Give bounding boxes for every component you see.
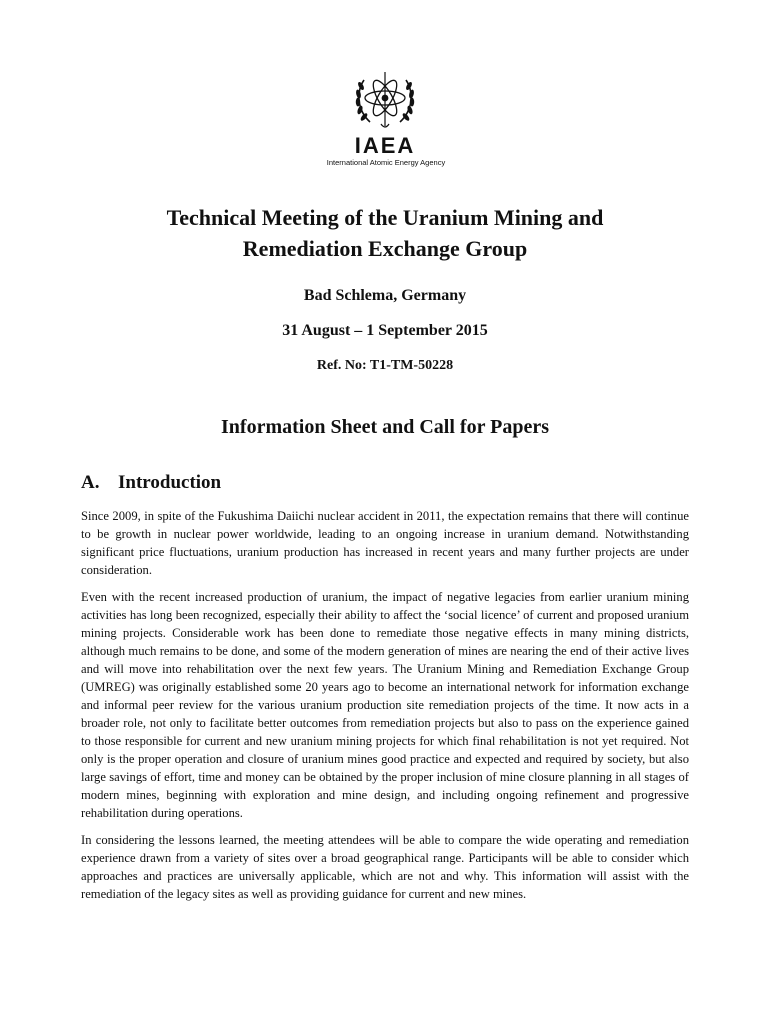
paragraph: In considering the lessons learned, the meeting attendees will be able to compare the wide operating and remediation experience drawn from a variety of sites over a broad geographical range. Participants will be able to consider which approaches and practices are universally applicable, which are not and why. This information will assist with the remediation of the legacy sites as well as providing guidance for current and new mines. — [81, 833, 689, 901]
atom-emblem-icon — [350, 68, 420, 132]
meeting-title — [0, 202, 770, 264]
meeting-location: Bad Schlema, Germany — [303, 287, 467, 304]
paragraph: Since 2009, in spite of the Fukushima Daiichi nuclear accident in 2011, the expectation remains that there will continue to be growth in nuclear power worldwide, leading to an ongoing increase in uranium demand. Notwithstanding significant price fluctuations, uranium production has increased in recent years and many further projects are under consideration. — [81, 509, 689, 577]
logo-full-name: International Atomic Energy Agency — [326, 158, 446, 167]
meeting-reference: Ref. No: T1-TM-50228 — [316, 358, 454, 373]
section-heading — [81, 471, 221, 495]
section-title: Introduction — [118, 472, 222, 493]
document-subtitle: Information Sheet and Call for Papers — [221, 416, 549, 438]
meeting-dates: 31 August – 1 September 2015 — [282, 322, 488, 339]
paragraph: Even with the recent increased production of uranium, the impact of negative legacies from earlier uranium mining activities has long been recognized, especially their ability to affect the ‘social licence’ of current and proposed uranium mining projects. Considerable work has been done to remediate those negative effects in many mining districts, although much remains to be done, and some of the modern generation of mines are nearing the end of their active lives and will move into rehabilitation over the next few years. The Uranium Mining and Remediation Exchange Group (UMREG) was originally established some 20 years ago to become an international network for information exchange and informal peer review for the various uranium production site remediation projects of the time. It now acts in a broader role, not only to facilitate better outcomes from remediation projects but also to pass on the experience gained to those responsible for current and new uranium mining projects for which final rehabilitation is not yet required. Not only is the proper operation and closure of uranium mines good practice and expected and required by society, but also large savings of effort, time and money can be obtained by the proper inclusion of mine closure planning in all stages of modern mines, beginning with exploration and mine design, and including ongoing refinement and progressive rehabilitation during operations. — [81, 590, 689, 820]
meeting-title-line-2: Remediation Exchange Group — [242, 236, 528, 261]
iaea-logo — [0, 68, 770, 168]
section-body — [81, 507, 689, 912]
logo-acronym: IAEA — [354, 133, 416, 158]
meeting-title-line-1: Technical Meeting of the Uranium Mining and — [166, 205, 604, 230]
section-number: A. — [81, 472, 100, 493]
